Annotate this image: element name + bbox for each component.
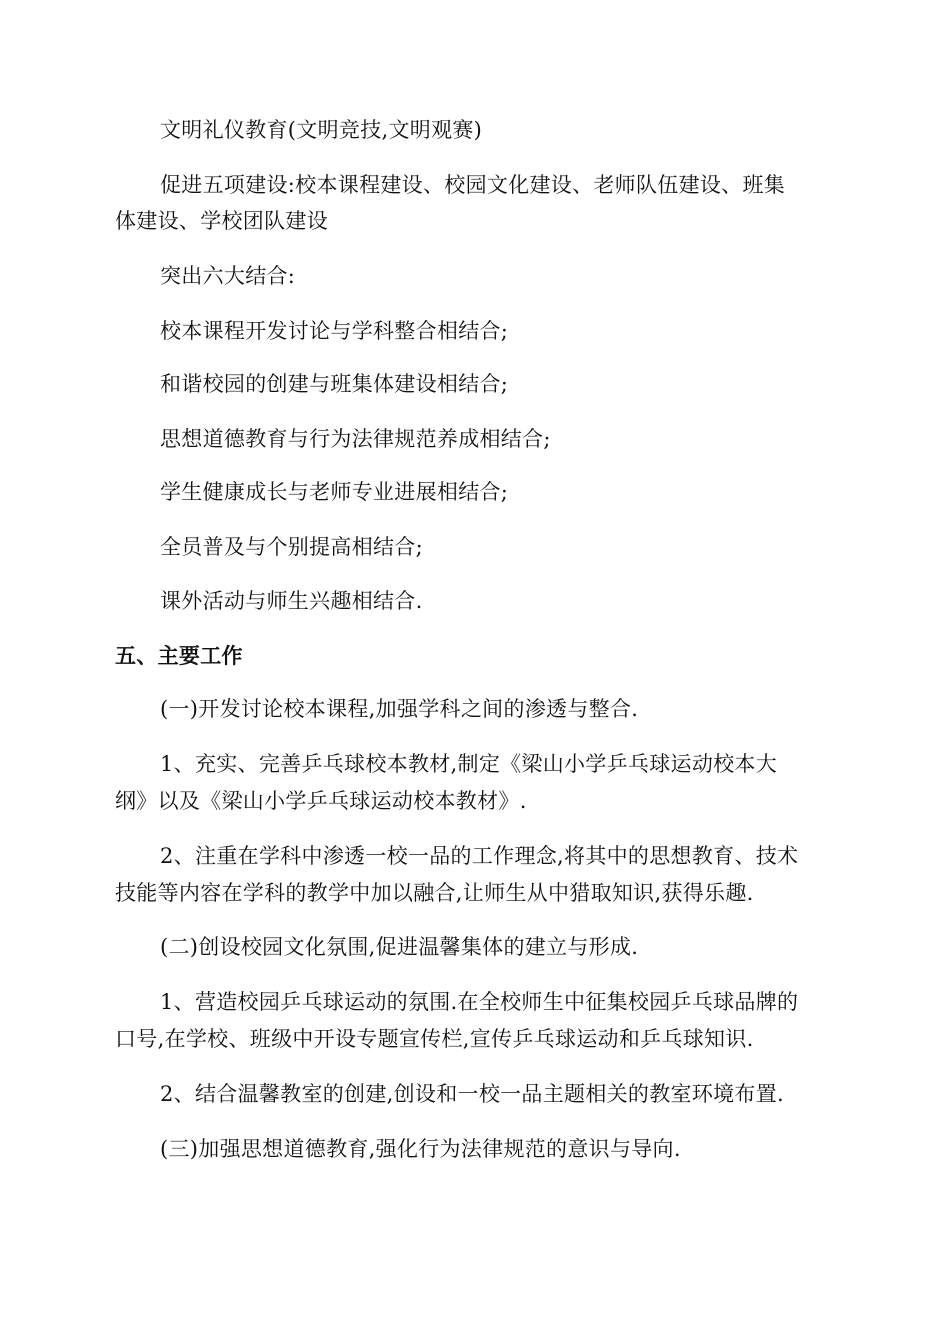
paragraph-cont: 纲》以及《梁山小学乒乓球运动校本教材》. (115, 789, 527, 813)
list-item: 全员普及与个别提高相结合; (160, 535, 423, 559)
paragraph-five-constructions-cont: 体建设、学校团队建设 (115, 209, 328, 233)
subsection-heading: (二)创设校园文化氛围,促进温馨集体的建立与形成. (160, 935, 639, 959)
paragraph-six-combinations: 突出六大结合: (160, 264, 296, 288)
paragraph-five-constructions: 促进五项建设:校本课程建设、校园文化建设、老师队伍建设、班集 (160, 173, 786, 197)
list-item: 学生健康成长与老师专业进展相结合; (160, 480, 509, 504)
list-item: 课外活动与师生兴趣相结合. (160, 589, 423, 613)
paragraph-cont: 技能等内容在学科的教学中加以融合,让师生从中猎取知识,获得乐趣. (115, 881, 754, 905)
list-item: 校本课程开发讨论与学科整合相结合; (160, 319, 509, 343)
list-item: 思想道德教育与行为法律规范养成相结合; (160, 427, 551, 451)
paragraph: 1、营造校园乒乓球运动的氛围.在全校师生中征集校园乒乓球品牌的 (160, 990, 799, 1014)
list-item: 和谐校园的创建与班集体建设相结合; (160, 372, 509, 396)
paragraph-etiquette: 文明礼仪教育(文明竞技,文明观赛) (160, 118, 483, 142)
paragraph: 2、结合温馨教室的创建,创设和一校一品主题相关的教室环境布置. (160, 1082, 785, 1106)
paragraph: 1、充实、完善乒乓球校本教材,制定《梁山小学乒乓球运动校本大 (160, 752, 778, 776)
section-heading: 五、主要工作 (115, 644, 243, 668)
subsection-heading: (三)加强思想道德教育,强化行为法律规范的意识与导向. (160, 1137, 681, 1161)
paragraph-cont: 口号,在学校、班级中开设专题宣传栏,宣传乒乓球运动和乒乓球知识. (115, 1027, 754, 1051)
paragraph: 2、注重在学科中渗透一校一品的工作理念,将其中的思想教育、技术 (160, 844, 799, 868)
subsection-heading: (一)开发讨论校本课程,加强学科之间的渗透与整合. (160, 697, 639, 721)
